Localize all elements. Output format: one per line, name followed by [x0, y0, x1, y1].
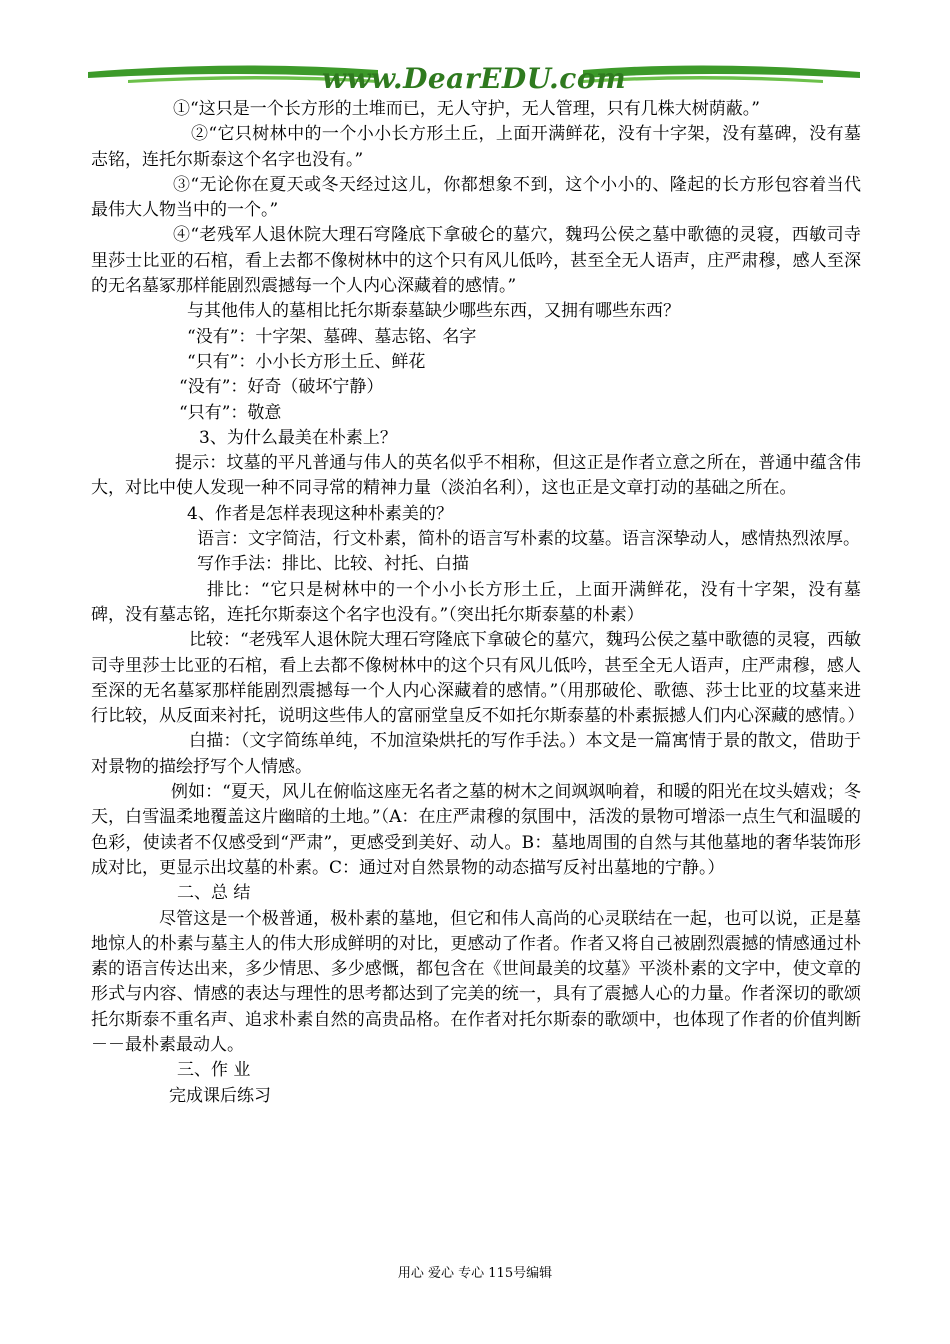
- paragraph: ④“老残军人退休院大理石穹隆底下拿破仑的墓穴，魏玛公侯之墓中歌德的灵寝，西敏司寺里莎士比亚的石棺，看上去都不像树林中的这个只有风儿低吟，甚至全无人语声，庄严肃穆，感人至深的无名墓冢那样能剧烈震撼每一个人内心深藏着的感情。”: [91, 225, 861, 297]
- paragraph: ①“这只是一个长方形的土堆而已，无人守护，无人管理，只有几株大树荫蔽。”: [173, 99, 760, 119]
- paragraph: 比较：“老残军人退休院大理石穹隆底下拿破仑的墓穴，魏玛公侯之墓中歌德的灵寝，西敏司寺里莎士比亚的石棺，看上去都不像树林中的这个只有风儿低吟，甚至全无人语声，庄严肃穆，感人至深的无名墓冢那样能剧烈震撼每一个人内心深藏着的感情。”（用那破伦、歌德、莎士比亚的坟墓来进行比较，从反面来衬托，说明这些伟人的富丽堂皇反不如托尔斯泰墓的朴素振撼人们内心深藏的感情。）: [91, 630, 865, 727]
- paragraph: 三、作 业: [177, 1060, 251, 1081]
- header-banner: [88, 58, 860, 98]
- paragraph: “只有”：敬意: [179, 402, 282, 423]
- paragraph: 3、为什么最美在朴素上？: [199, 427, 397, 448]
- paragraph: 写作手法：排比、比较、衬托、白描: [197, 554, 469, 575]
- site-logo[interactable]: www.DearEDU.com: [321, 62, 627, 95]
- paragraph: 尽管这是一个极普通，极朴素的墓地，但它和伟人高尚的心灵联结在一起，也可以说，正是墓地惊人的朴素与墓主人的伟大形成鲜明的对比，更感动了作者。作者又将自己被剧烈震撼的情感通过朴素的语言传达出来，多少情思、多少感慨，都包含在《世间最美的坟墓》平淡朴素的文字中，使文章的形式与内容、情感的表达与理性的思考都达到了完美的统一，具有了震撼人心的力量。作者深切的歌颂托尔斯泰不重名声、追求朴素自然的高贵品格。在作者对托尔斯泰的歌颂中，也体现了作者的价值判断－－最朴素最动人。: [91, 908, 861, 1055]
- paragraph: “没有”：十字架、墓碑、墓志铭、名字: [187, 326, 477, 347]
- paragraph: 完成课后练习: [169, 1085, 271, 1106]
- paragraph: 二、总 结: [177, 883, 251, 904]
- paragraph: ③“无论你在夏天或冬天经过这儿，你都想象不到，这个小小的、隆起的长方形包容着当代最伟大人物当中的一个。”: [91, 174, 861, 221]
- paragraph: 排比：“它只是树林中的一个小小长方形土丘，上面开满鲜花，没有十字架，没有墓碑，没有墓志铭，连托尔斯泰这个名字也没有。”（突出托尔斯泰墓的朴素）: [91, 579, 861, 625]
- page-footer: 用心 爱心 专心 115号编辑: [397, 1266, 553, 1281]
- paragraph: 提示：坟墓的平凡普通与伟人的英名似乎不相称，但这正是作者立意之所在，普通中蕴含伟大，对比中使人发现一种不同寻常的精神力量（淡泊名利），这也正是文章打动的基础之所在。: [91, 453, 861, 499]
- paragraph: 例如：“夏天，风儿在俯临这座无名者之墓的树木之间飒飒响着，和暖的阳光在坟头嬉戏；冬天，白雪温柔地覆盖这片幽暗的土地。”（A：在庄严肃穆的氛围中，活泼的景物可增添一点生气和温暖的色彩，使读者不仅感受到“严肃”，更感受到美好、动人。B：墓地周围的自然与其他墓地的奢华装饰形成对比，更显示出坟墓的朴素。C：通过对自然景物的动态描写反衬出墓地的宁静。）: [91, 782, 861, 878]
- paragraph: 白描：（文字简练单纯，不加渲染烘托的写作手法。）本文是一篇寓情于景的散文，借助于对景物的描绘抒写个人情感。: [91, 731, 861, 777]
- paragraph: 语言：文字简洁，行文朴素，简朴的语言写朴素的坟墓。语言深挚动人，感情热烈浓厚。: [197, 529, 860, 550]
- paragraph: 与其他伟人的墓相比托尔斯泰墓缺少哪些东西，又拥有哪些东西？: [187, 301, 680, 322]
- paragraph: “只有”：小小长方形土丘、鲜花: [187, 351, 426, 372]
- paragraph: ②“它只树林中的一个小小长方形土丘，上面开满鲜花，没有十字架，没有墓碑，没有墓志铭，连托尔斯泰这个名字也没有。”: [91, 124, 861, 170]
- paragraph: 4、作者是怎样表现这种朴素美的？: [187, 503, 453, 524]
- paragraph: “没有”：好奇（破坏宁静）: [179, 377, 384, 398]
- document-body: [91, 97, 865, 1109]
